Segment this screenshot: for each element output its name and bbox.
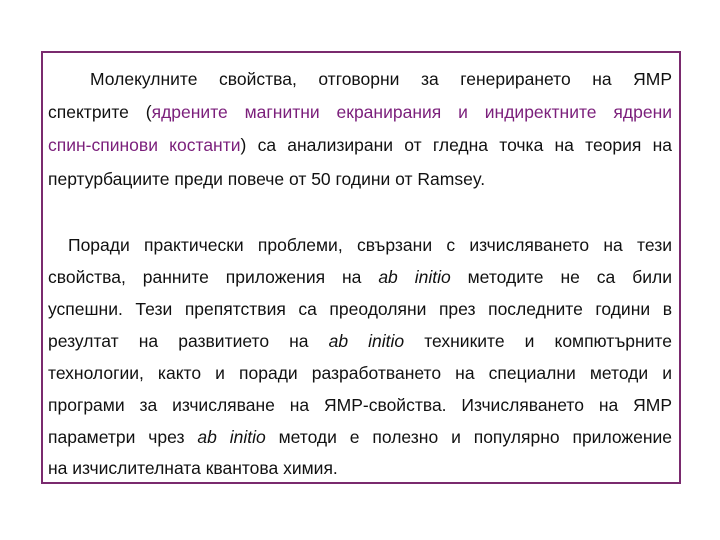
p2-line7: параметри чрез ab initio методи е полезно и популярно приложение — [48, 427, 673, 447]
p2-line4: резултат на развитието на ab initio техниките и компютърните — [48, 331, 672, 351]
p1-line3: спин-спинови костанти) са анализирани от гледна точка на теория на — [48, 135, 672, 155]
p2-line5: технологии, както и поради разработването на специални методи и — [48, 363, 672, 383]
p2-line8: на изчислителната квантова химия. — [48, 458, 338, 478]
p2-line2: свойства, ранните приложения на ab initio методите не са били — [48, 267, 672, 287]
highlight-text: спин-спинови костанти — [48, 135, 241, 155]
p2-line6: програми за изчисляване на ЯМР-свойства. Изчисляването на ЯМР — [48, 395, 672, 415]
p2-line3: успешни. Тези препятствия са преодоляни през последните години в — [48, 299, 672, 319]
p1-line1: Молекулните свойства, отговорни за генерирането на ЯМР — [90, 69, 672, 89]
p2-line1: Поради практически проблеми, свързани с изчисляването на тези — [68, 235, 672, 255]
p1-line2: спектрите (ядрените магнитни екранирания и индиректните ядрени — [48, 102, 673, 122]
highlight-text: ядрените магнитни екранирания и индиректните ядрени — [151, 102, 673, 122]
p1-line4: пертурбациите преди повече от 50 години от Ramsey. — [48, 169, 486, 189]
